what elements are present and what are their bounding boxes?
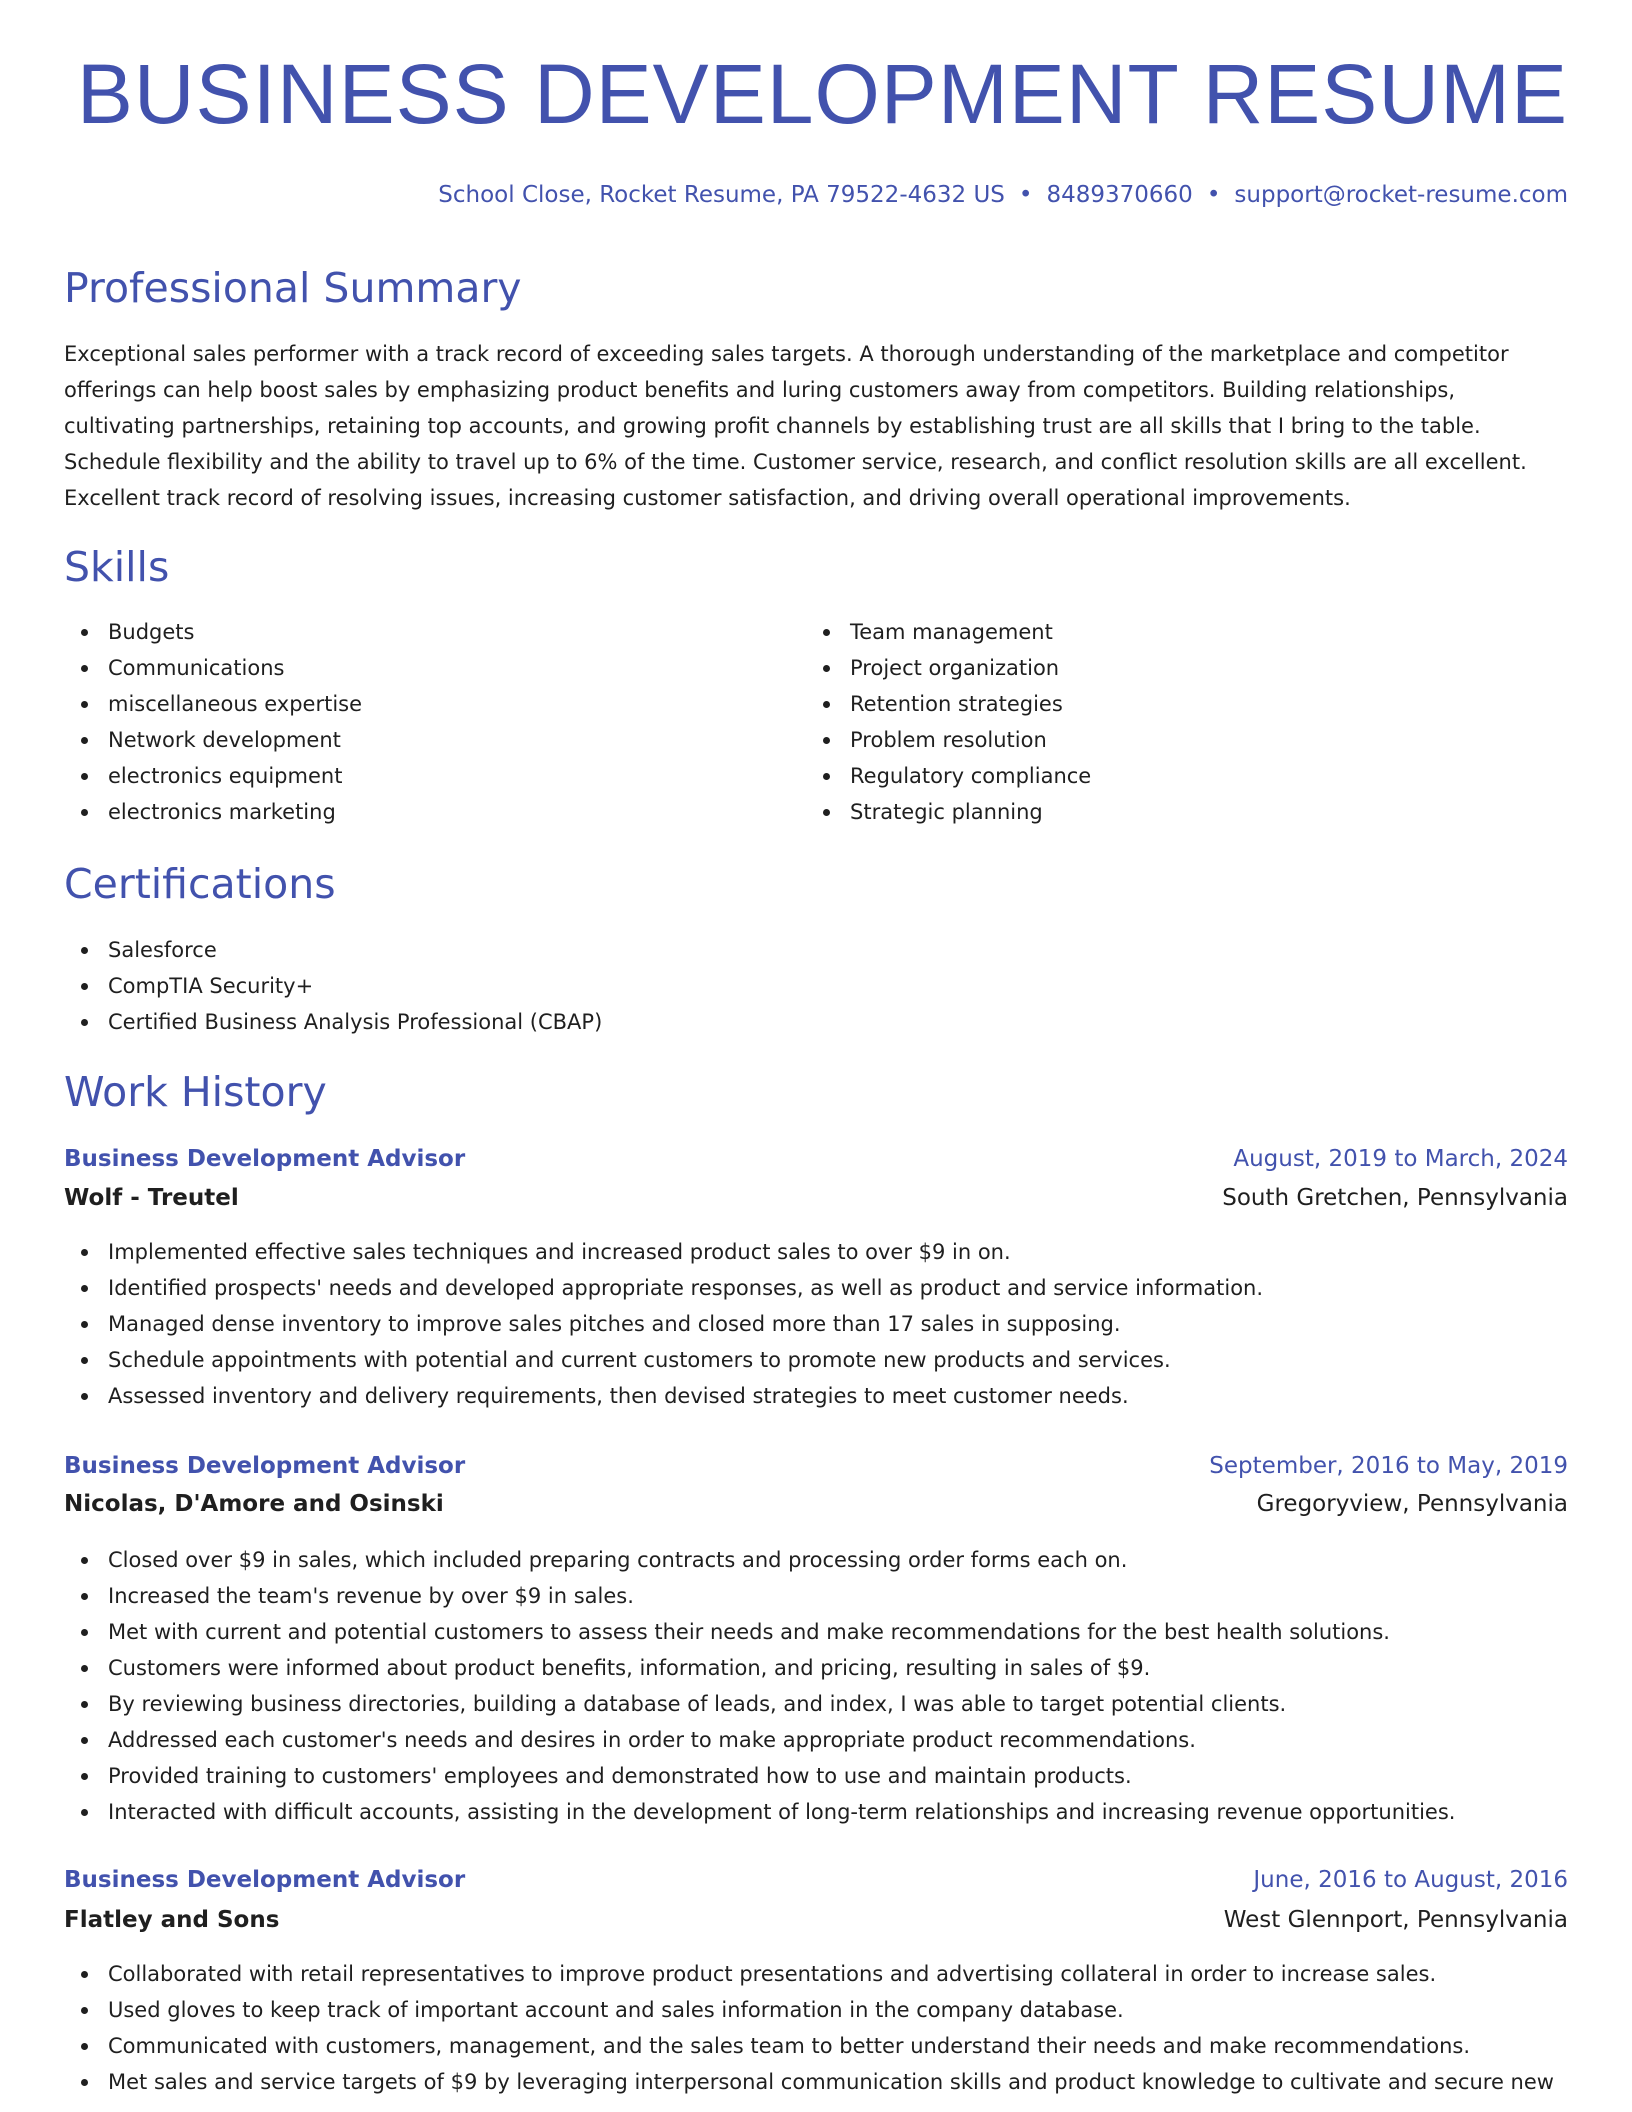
job-bullet: Implemented effective sales techniques and increased product sales to over $9 in on. — [64, 1234, 1263, 1270]
contact-separator: • — [1206, 182, 1221, 208]
skill-item: Communications — [64, 650, 362, 686]
job-bullet: Collaborated with retail representatives to improve product presentations and advertising collateral in order to increase sales. — [64, 1956, 1554, 1992]
contact-address: School Close, Rocket Resume, PA 79522-4632 US — [438, 182, 1005, 208]
contact-separator: • — [1018, 182, 1033, 208]
certifications-heading: Certifications — [64, 860, 336, 908]
skill-item: miscellaneous expertise — [64, 686, 362, 722]
resume-title: BUSINESS DEVELOPMENT RESUME — [76, 47, 1568, 141]
summary-text: Exceptional sales performer with a track record of exceeding sales targets. A thorough understanding of the marketplace and competitor offerings can help boost sales by emphasizing product benefits and luring customers away from competitors. Building relationships, cultivating partnerships, retaining top accounts, and growing profit channels by establishing trust are all skills that I bring to the table. Schedule flexibility and the ability to travel up to 6% of the time. Customer service, research, and conflict resolution skills are all excellent. Excellent track record of resolving issues, increasing customer satisfaction, and driving overall operational improvements. — [64, 342, 1527, 510]
skills-list-right — [806, 614, 1091, 830]
skills-list-left — [64, 614, 362, 830]
contact-line — [438, 182, 1568, 208]
job-bullet: Assessed inventory and delivery requirements, then devised strategies to meet customer needs. — [64, 1378, 1263, 1414]
job-bullet: Communicated with customers, management, and the sales team to better understand their needs and make recommendations. — [64, 2028, 1554, 2064]
skill-item: Project organization — [806, 650, 1091, 686]
certification-item: Salesforce — [64, 932, 602, 968]
skill-item: electronics marketing — [64, 794, 362, 830]
job-title: Business Development Advisor — [64, 1146, 466, 1172]
job-company: Flatley and Sons — [64, 1907, 280, 1933]
job-bullet: Schedule appointments with potential and current customers to promote new products and services. — [64, 1342, 1263, 1378]
job-bullet: Managed dense inventory to improve sales pitches and closed more than 17 sales in supposing. — [64, 1306, 1263, 1342]
job-location: Gregoryview, Pennsylvania — [1256, 1491, 1568, 1517]
job-bullet: Identified prospects' needs and developed appropriate responses, as well as product and service information. — [64, 1270, 1263, 1306]
skill-item: electronics equipment — [64, 758, 362, 794]
skill-item: Team management — [806, 614, 1091, 650]
job-company: Nicolas, D'Amore and Osinski — [64, 1491, 444, 1517]
job-location: South Gretchen, Pennsylvania — [1222, 1185, 1568, 1211]
job-bullets — [64, 1234, 1263, 1414]
job-bullet: Met with current and potential customers to assess their needs and make recommendations for the best health solutions. — [64, 1614, 1455, 1650]
skills-heading: Skills — [64, 543, 170, 591]
job-location: West Glennport, Pennsylvania — [1223, 1907, 1568, 1933]
job-bullet: By reviewing business directories, building a database of leads, and index, I was able to target potential clients. — [64, 1686, 1455, 1722]
job-bullet: Interacted with difficult accounts, assisting in the development of long-term relationships and increasing revenue opportunities. — [64, 1794, 1455, 1830]
job-bullet: Addressed each customer's needs and desires in order to make appropriate product recommendations. — [64, 1722, 1455, 1758]
summary-heading: Professional Summary — [64, 264, 522, 312]
skill-item: Retention strategies — [806, 686, 1091, 722]
job-bullet: Customers were informed about product benefits, information, and pricing, resulting in sales of $9. — [64, 1650, 1455, 1686]
skill-item: Regulatory compliance — [806, 758, 1091, 794]
skill-item: Strategic planning — [806, 794, 1091, 830]
skill-item: Problem resolution — [806, 722, 1091, 758]
job-dates: June, 2016 to August, 2016 — [1253, 1867, 1568, 1893]
job-bullets — [64, 1956, 1554, 2100]
certification-item: Certified Business Analysis Professional (CBAP) — [64, 1004, 602, 1040]
job-title: Business Development Advisor — [64, 1453, 466, 1479]
job-company: Wolf - Treutel — [64, 1185, 239, 1211]
skill-item: Budgets — [64, 614, 362, 650]
job-title: Business Development Advisor — [64, 1867, 466, 1893]
job-dates: August, 2019 to March, 2024 — [1233, 1146, 1568, 1172]
contact-phone: 8489370660 — [1046, 182, 1193, 208]
job-bullet: Provided training to customers' employees and demonstrated how to use and maintain products. — [64, 1758, 1455, 1794]
job-dates: September, 2016 to May, 2019 — [1209, 1453, 1568, 1479]
job-bullet: Used gloves to keep track of important account and sales information in the company database. — [64, 1992, 1554, 2028]
certifications-list — [64, 932, 602, 1040]
certification-item: CompTIA Security+ — [64, 968, 602, 1004]
job-bullet: Met sales and service targets of $9 by leveraging interpersonal communication skills and product knowledge to cultivate and secure new — [64, 2064, 1554, 2100]
work-history-heading: Work History — [64, 1068, 327, 1116]
job-bullet: Increased the team's revenue by over $9 in sales. — [64, 1578, 1455, 1614]
contact-email[interactable]: support@rocket-resume.com — [1234, 182, 1568, 208]
skill-item: Network development — [64, 722, 362, 758]
job-bullets — [64, 1542, 1455, 1830]
job-bullet: Closed over $9 in sales, which included preparing contracts and processing order forms each on. — [64, 1542, 1455, 1578]
